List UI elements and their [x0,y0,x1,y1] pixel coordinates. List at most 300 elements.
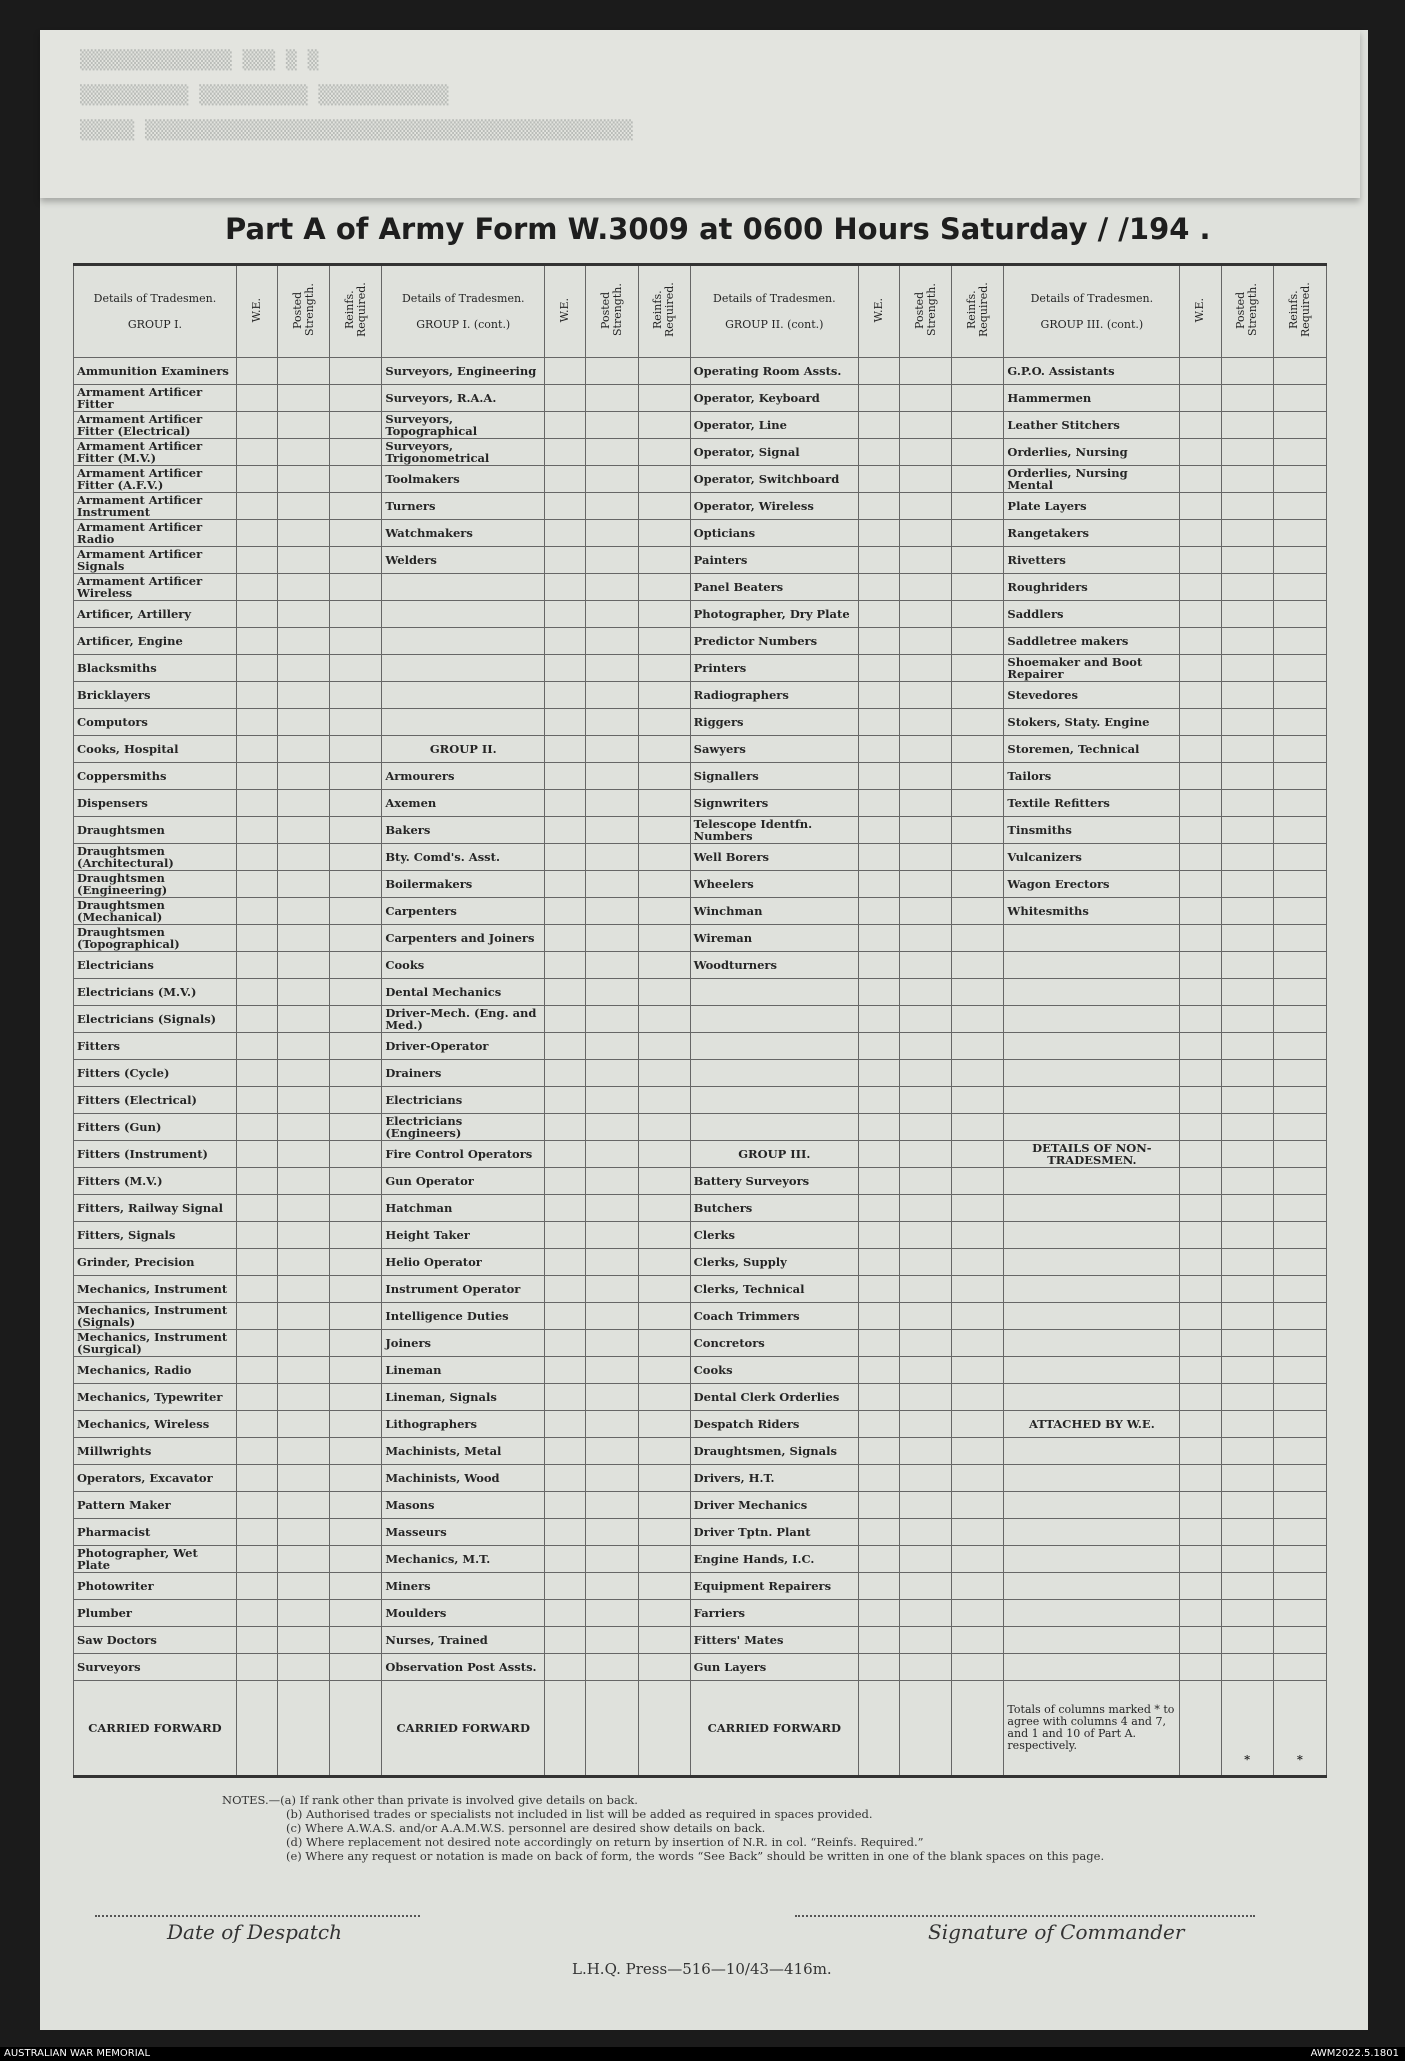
entry-cell[interactable] [586,1249,638,1276]
entry-cell[interactable] [858,358,899,385]
entry-cell[interactable] [1180,1087,1221,1114]
entry-cell[interactable] [1180,358,1221,385]
entry-cell[interactable] [858,1276,899,1303]
entry-cell[interactable] [1221,655,1273,682]
entry-cell[interactable] [1221,520,1273,547]
entry-cell[interactable] [952,844,1004,871]
entry-cell[interactable] [858,1357,899,1384]
entry-cell[interactable] [638,1357,690,1384]
entry-cell[interactable] [900,925,952,952]
entry-cell[interactable] [1221,709,1273,736]
entry-cell[interactable] [278,763,330,790]
entry-cell[interactable] [952,1357,1004,1384]
entry-cell[interactable] [1221,601,1273,628]
entry-cell[interactable] [330,1411,382,1438]
entry-cell[interactable] [586,1654,638,1681]
entry-cell[interactable] [1273,1546,1326,1573]
entry-cell[interactable] [330,1465,382,1492]
entry-cell[interactable] [236,1168,277,1195]
entry-cell[interactable] [586,1411,638,1438]
entry-cell[interactable] [1180,655,1221,682]
entry-cell[interactable] [1221,1546,1273,1573]
entry-cell[interactable] [638,601,690,628]
entry-cell[interactable] [1273,736,1326,763]
entry-cell[interactable] [1180,736,1221,763]
entry-cell[interactable] [1273,547,1326,574]
entry-cell[interactable] [1273,1168,1326,1195]
entry-cell[interactable] [586,709,638,736]
entry-cell[interactable] [638,871,690,898]
entry-cell[interactable] [1221,628,1273,655]
entry-cell[interactable] [1221,1195,1273,1222]
entry-cell[interactable] [586,493,638,520]
entry-cell[interactable] [545,1411,586,1438]
entry-cell[interactable] [236,898,277,925]
entry-cell[interactable] [278,1195,330,1222]
entry-cell[interactable] [1273,1411,1326,1438]
entry-cell[interactable] [330,601,382,628]
entry-cell[interactable] [236,790,277,817]
entry-cell[interactable] [586,412,638,439]
entry-cell[interactable] [236,1654,277,1681]
entry-cell[interactable] [586,736,638,763]
entry-cell[interactable] [330,1249,382,1276]
entry-cell[interactable] [278,709,330,736]
entry-cell[interactable] [1180,1492,1221,1519]
entry-cell[interactable] [278,817,330,844]
entry-cell[interactable] [638,1465,690,1492]
entry-cell[interactable] [1180,520,1221,547]
entry-cell[interactable] [858,817,899,844]
entry-cell[interactable] [1180,979,1221,1006]
entry-cell[interactable] [1221,1168,1273,1195]
entry-cell[interactable] [586,1114,638,1141]
entry-cell[interactable] [545,1681,586,1777]
entry-cell[interactable] [278,1033,330,1060]
entry-cell[interactable] [1221,871,1273,898]
entry-cell[interactable] [858,1060,899,1087]
entry-cell[interactable] [1273,1141,1326,1168]
entry-cell[interactable] [900,1114,952,1141]
entry-cell[interactable] [278,1465,330,1492]
entry-cell[interactable] [1180,871,1221,898]
entry-cell[interactable] [1180,1114,1221,1141]
entry-cell[interactable] [330,871,382,898]
entry-cell[interactable] [638,574,690,601]
entry-cell[interactable] [236,1033,277,1060]
entry-cell[interactable] [1221,1357,1273,1384]
entry-cell[interactable] [1273,385,1326,412]
entry-cell[interactable] [586,1060,638,1087]
entry-cell[interactable] [900,1357,952,1384]
entry-cell[interactable] [330,925,382,952]
entry-cell[interactable] [952,871,1004,898]
entry-cell[interactable] [586,1627,638,1654]
entry-cell[interactable] [952,493,1004,520]
entry-cell[interactable] [330,1303,382,1330]
entry-cell[interactable] [545,871,586,898]
entry-cell[interactable] [545,1006,586,1033]
entry-cell[interactable] [236,817,277,844]
entry-cell[interactable] [330,1060,382,1087]
entry-cell[interactable] [858,925,899,952]
entry-cell[interactable] [952,1654,1004,1681]
entry-cell[interactable] [586,898,638,925]
entry-cell[interactable] [1273,1303,1326,1330]
entry-cell[interactable] [1221,412,1273,439]
entry-cell[interactable] [278,1303,330,1330]
entry-cell[interactable] [1273,1384,1326,1411]
entry-cell[interactable] [1221,1222,1273,1249]
entry-cell[interactable] [1273,1114,1326,1141]
entry-cell[interactable] [1180,1168,1221,1195]
entry-cell[interactable] [900,1141,952,1168]
entry-cell[interactable] [586,1492,638,1519]
entry-cell[interactable] [1180,385,1221,412]
entry-cell[interactable] [278,1141,330,1168]
entry-cell[interactable] [1273,1600,1326,1627]
entry-cell[interactable] [638,412,690,439]
entry-cell[interactable] [236,439,277,466]
entry-cell[interactable] [638,1546,690,1573]
entry-cell[interactable] [586,547,638,574]
entry-cell[interactable] [900,952,952,979]
entry-cell[interactable] [1221,1033,1273,1060]
entry-cell[interactable] [900,1060,952,1087]
entry-cell[interactable] [858,1627,899,1654]
entry-cell[interactable] [586,1573,638,1600]
entry-cell[interactable] [278,1222,330,1249]
entry-cell[interactable] [638,1600,690,1627]
entry-cell[interactable] [236,1357,277,1384]
entry-cell[interactable] [586,1681,638,1777]
entry-cell[interactable] [330,1168,382,1195]
entry-cell[interactable] [1180,1546,1221,1573]
entry-cell[interactable] [586,1195,638,1222]
entry-cell[interactable] [1273,1195,1326,1222]
entry-cell[interactable] [638,979,690,1006]
entry-cell[interactable] [236,844,277,871]
entry-cell[interactable] [952,709,1004,736]
entry-cell[interactable] [545,1492,586,1519]
entry-cell[interactable] [330,979,382,1006]
entry-cell[interactable] [858,1195,899,1222]
entry-cell[interactable] [545,925,586,952]
entry-cell[interactable] [1273,1465,1326,1492]
entry-cell[interactable] [330,1681,382,1777]
entry-cell[interactable] [586,1330,638,1357]
entry-cell[interactable] [586,1384,638,1411]
entry-cell[interactable] [545,1033,586,1060]
entry-cell[interactable] [638,736,690,763]
entry-cell[interactable] [638,1249,690,1276]
entry-cell[interactable] [330,790,382,817]
entry-cell[interactable] [1180,709,1221,736]
entry-cell[interactable] [638,952,690,979]
entry-cell[interactable] [1221,817,1273,844]
entry-cell[interactable] [1273,817,1326,844]
entry-cell[interactable] [1180,790,1221,817]
entry-cell[interactable] [900,466,952,493]
entry-cell[interactable] [545,1087,586,1114]
entry-cell[interactable] [900,358,952,385]
entry-cell[interactable] [900,439,952,466]
entry-cell[interactable] [858,1168,899,1195]
entry-cell[interactable] [900,628,952,655]
entry-cell[interactable] [586,979,638,1006]
entry-cell[interactable] [900,1546,952,1573]
entry-cell[interactable] [900,979,952,1006]
entry-cell[interactable] [278,1357,330,1384]
entry-cell[interactable] [952,1681,1004,1777]
entry-cell[interactable] [278,1573,330,1600]
entry-cell[interactable] [586,574,638,601]
entry-cell[interactable] [1180,1654,1221,1681]
entry-cell[interactable] [952,790,1004,817]
entry-cell[interactable] [278,1276,330,1303]
entry-cell[interactable] [1180,574,1221,601]
entry-cell[interactable] [586,844,638,871]
asterisk-mark[interactable]: * [1221,1681,1273,1777]
entry-cell[interactable] [900,790,952,817]
entry-cell[interactable] [278,547,330,574]
entry-cell[interactable] [858,1546,899,1573]
entry-cell[interactable] [952,1114,1004,1141]
entry-cell[interactable] [1273,682,1326,709]
entry-cell[interactable] [638,1573,690,1600]
entry-cell[interactable] [1180,466,1221,493]
entry-cell[interactable] [858,1303,899,1330]
entry-cell[interactable] [330,1654,382,1681]
entry-cell[interactable] [1180,1303,1221,1330]
entry-cell[interactable] [586,952,638,979]
entry-cell[interactable] [545,682,586,709]
entry-cell[interactable] [330,493,382,520]
entry-cell[interactable] [638,358,690,385]
entry-cell[interactable] [278,1249,330,1276]
entry-cell[interactable] [278,1654,330,1681]
entry-cell[interactable] [1180,1600,1221,1627]
entry-cell[interactable] [586,1465,638,1492]
entry-cell[interactable] [1221,1384,1273,1411]
entry-cell[interactable] [330,1114,382,1141]
entry-cell[interactable] [900,1249,952,1276]
entry-cell[interactable] [586,1141,638,1168]
entry-cell[interactable] [586,439,638,466]
asterisk-mark[interactable]: * [1273,1681,1326,1777]
entry-cell[interactable] [545,547,586,574]
entry-cell[interactable] [1273,601,1326,628]
entry-cell[interactable] [545,1627,586,1654]
entry-cell[interactable] [278,1060,330,1087]
entry-cell[interactable] [858,547,899,574]
entry-cell[interactable] [278,1411,330,1438]
entry-cell[interactable] [586,1087,638,1114]
entry-cell[interactable] [236,385,277,412]
entry-cell[interactable] [900,1573,952,1600]
entry-cell[interactable] [1273,520,1326,547]
entry-cell[interactable] [1221,790,1273,817]
entry-cell[interactable] [638,385,690,412]
entry-cell[interactable] [900,601,952,628]
entry-cell[interactable] [952,1330,1004,1357]
entry-cell[interactable] [1221,952,1273,979]
entry-cell[interactable] [1221,979,1273,1006]
entry-cell[interactable] [545,736,586,763]
entry-cell[interactable] [1273,439,1326,466]
entry-cell[interactable] [1180,1357,1221,1384]
entry-cell[interactable] [330,547,382,574]
entry-cell[interactable] [858,1249,899,1276]
entry-cell[interactable] [330,1006,382,1033]
entry-cell[interactable] [236,601,277,628]
entry-cell[interactable] [952,682,1004,709]
entry-cell[interactable] [545,574,586,601]
entry-cell[interactable] [952,358,1004,385]
entry-cell[interactable] [278,628,330,655]
entry-cell[interactable] [1273,1276,1326,1303]
entry-cell[interactable] [586,1006,638,1033]
entry-cell[interactable] [586,1276,638,1303]
entry-cell[interactable] [1180,412,1221,439]
entry-cell[interactable] [1273,898,1326,925]
entry-cell[interactable] [1273,493,1326,520]
entry-cell[interactable] [236,520,277,547]
entry-cell[interactable] [1180,1384,1221,1411]
entry-cell[interactable] [952,979,1004,1006]
entry-cell[interactable] [1221,1006,1273,1033]
entry-cell[interactable] [236,925,277,952]
entry-cell[interactable] [952,1519,1004,1546]
entry-cell[interactable] [1221,1519,1273,1546]
entry-cell[interactable] [1273,412,1326,439]
entry-cell[interactable] [900,385,952,412]
entry-cell[interactable] [586,655,638,682]
entry-cell[interactable] [545,520,586,547]
entry-cell[interactable] [900,1222,952,1249]
entry-cell[interactable] [545,1546,586,1573]
entry-cell[interactable] [236,1249,277,1276]
entry-cell[interactable] [900,1330,952,1357]
entry-cell[interactable] [330,1627,382,1654]
entry-cell[interactable] [1180,1681,1221,1777]
entry-cell[interactable] [1180,439,1221,466]
entry-cell[interactable] [236,412,277,439]
entry-cell[interactable] [586,358,638,385]
entry-cell[interactable] [1273,763,1326,790]
entry-cell[interactable] [1273,1627,1326,1654]
entry-cell[interactable] [278,736,330,763]
entry-cell[interactable] [278,574,330,601]
entry-cell[interactable] [545,628,586,655]
entry-cell[interactable] [545,493,586,520]
entry-cell[interactable] [1221,1330,1273,1357]
entry-cell[interactable] [1221,898,1273,925]
entry-cell[interactable] [545,358,586,385]
entry-cell[interactable] [278,385,330,412]
entry-cell[interactable] [330,1033,382,1060]
entry-cell[interactable] [545,601,586,628]
entry-cell[interactable] [952,1249,1004,1276]
entry-cell[interactable] [330,1357,382,1384]
entry-cell[interactable] [858,1384,899,1411]
entry-cell[interactable] [278,1681,330,1777]
entry-cell[interactable] [858,1573,899,1600]
entry-cell[interactable] [858,763,899,790]
entry-cell[interactable] [236,628,277,655]
entry-cell[interactable] [858,1465,899,1492]
entry-cell[interactable] [545,1600,586,1627]
entry-cell[interactable] [278,1546,330,1573]
entry-cell[interactable] [330,412,382,439]
entry-cell[interactable] [236,1384,277,1411]
entry-cell[interactable] [952,736,1004,763]
entry-cell[interactable] [545,439,586,466]
entry-cell[interactable] [278,466,330,493]
entry-cell[interactable] [236,358,277,385]
entry-cell[interactable] [638,1006,690,1033]
entry-cell[interactable] [1221,1060,1273,1087]
entry-cell[interactable] [900,682,952,709]
entry-cell[interactable] [1221,574,1273,601]
entry-cell[interactable] [330,763,382,790]
entry-cell[interactable] [278,1492,330,1519]
entry-cell[interactable] [638,1114,690,1141]
entry-cell[interactable] [236,1681,277,1777]
entry-cell[interactable] [638,1195,690,1222]
entry-cell[interactable] [900,547,952,574]
entry-cell[interactable] [952,1438,1004,1465]
entry-cell[interactable] [236,493,277,520]
entry-cell[interactable] [1273,790,1326,817]
entry-cell[interactable] [278,952,330,979]
entry-cell[interactable] [952,601,1004,628]
entry-cell[interactable] [900,1384,952,1411]
entry-cell[interactable] [586,628,638,655]
entry-cell[interactable] [1273,1249,1326,1276]
entry-cell[interactable] [278,1519,330,1546]
entry-cell[interactable] [330,736,382,763]
entry-cell[interactable] [1180,601,1221,628]
entry-cell[interactable] [236,1465,277,1492]
entry-cell[interactable] [638,925,690,952]
entry-cell[interactable] [900,1168,952,1195]
entry-cell[interactable] [858,844,899,871]
entry-cell[interactable] [1273,466,1326,493]
entry-cell[interactable] [330,1141,382,1168]
entry-cell[interactable] [1273,871,1326,898]
entry-cell[interactable] [586,817,638,844]
entry-cell[interactable] [900,1492,952,1519]
entry-cell[interactable] [858,1492,899,1519]
entry-cell[interactable] [278,898,330,925]
entry-cell[interactable] [858,736,899,763]
entry-cell[interactable] [858,1222,899,1249]
entry-cell[interactable] [330,1087,382,1114]
entry-cell[interactable] [236,466,277,493]
entry-cell[interactable] [545,790,586,817]
entry-cell[interactable] [638,1168,690,1195]
entry-cell[interactable] [1221,682,1273,709]
entry-cell[interactable] [858,466,899,493]
entry-cell[interactable] [330,1546,382,1573]
entry-cell[interactable] [1180,1519,1221,1546]
entry-cell[interactable] [858,1411,899,1438]
entry-cell[interactable] [278,493,330,520]
entry-cell[interactable] [858,520,899,547]
entry-cell[interactable] [1180,1438,1221,1465]
entry-cell[interactable] [1180,952,1221,979]
